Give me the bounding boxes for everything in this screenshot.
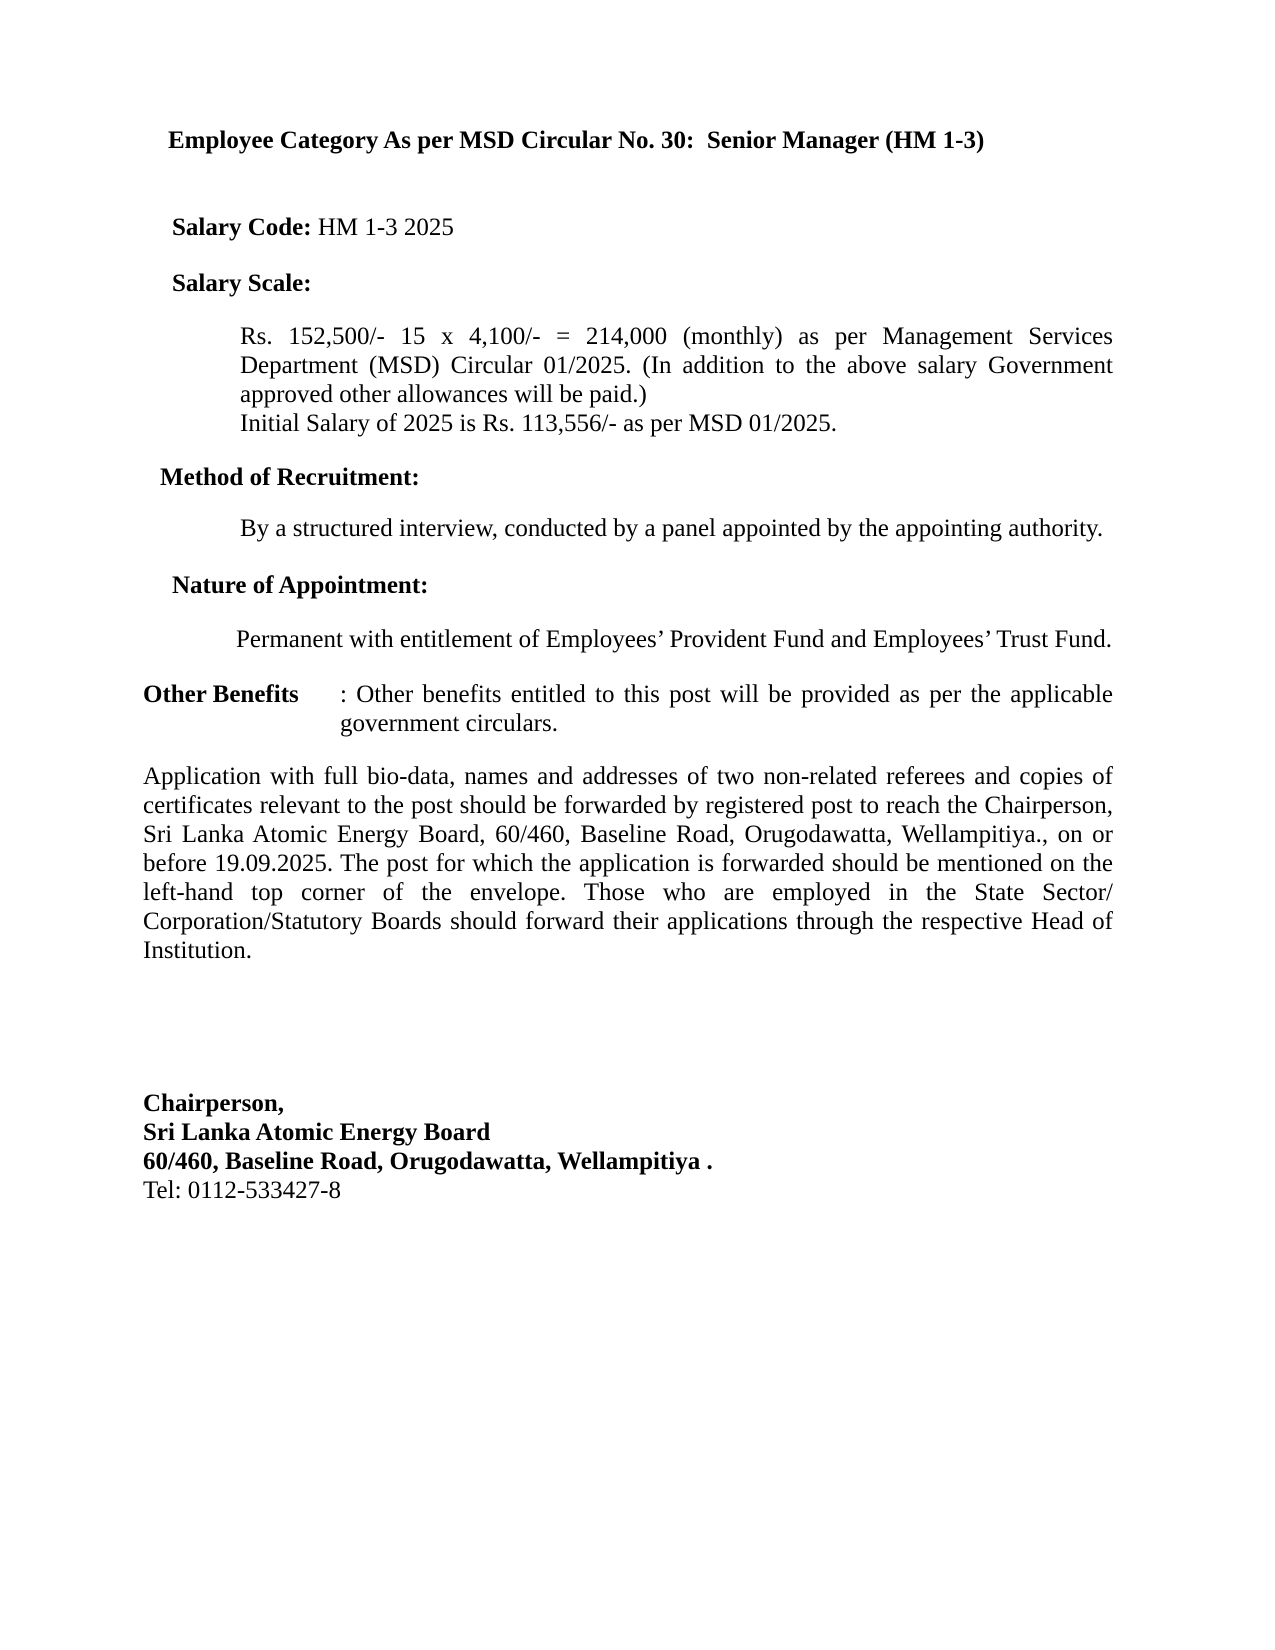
- salary-code-label: Salary Code:: [172, 214, 312, 241]
- other-benefits-label: Other Benefits: [143, 681, 299, 708]
- contact-block: [143, 1089, 1113, 1205]
- contact-telephone: Tel: 0112-533427-8: [143, 1177, 341, 1204]
- employee-category-title: Employee Category As per MSD Circular No. 30: Senior Manager (HM 1-3): [168, 127, 985, 154]
- other-benefits-text: [340, 680, 1113, 738]
- other-benefits-separator: :: [340, 681, 347, 708]
- initial-salary-line: Initial Salary of 2025 is Rs. 113,556/- as per MSD 01/2025.: [240, 410, 837, 437]
- method-of-recruitment-text: By a structured interview, conducted by a panel appointed by the appointing authority.: [240, 515, 1104, 542]
- other-benefits-row: [143, 680, 1113, 738]
- application-instructions-paragraph: Application with full bio-data, names and addresses of two non-related referees and copies of certificates relevant to the post should be forwarded by registered post to reach the Chairperson, Sri Lanka Atomic Energy Board, 60/460, Baseline Road, Orugodawatta, Wellampitiya., on or before 19.09.2025. The post for which the application is forwarded should be mentioned on the left-hand top corner of the envelope. Those who are employed in the State Sector/ Corporation/Statutory Boards should forward their applications through the respective Head of Institution.: [143, 763, 1113, 964]
- nature-of-appointment-text: Permanent with entitlement of Employees’ Provident Fund and Employees’ Trust Fund.: [236, 626, 1113, 653]
- contact-addressee: Chairperson,: [143, 1090, 284, 1117]
- salary-code-value: HM 1-3 2025: [317, 214, 454, 241]
- salary-scale-paragraph: Rs. 152,500/- 15 x 4,100/- = 214,000 (monthly) as per Management Services Department (MSD) Circular 01/2025. (In addition to the above salary Government approved other allowances will be paid.): [240, 323, 1113, 408]
- salary-scale-heading: Salary Scale:: [172, 270, 312, 297]
- nature-of-appointment-heading: Nature of Appointment:: [172, 572, 429, 599]
- salary-scale-body: [143, 322, 1113, 438]
- method-of-recruitment-heading: Method of Recruitment:: [160, 464, 420, 491]
- salary-code-row: [143, 213, 1113, 242]
- contact-address: 60/460, Baseline Road, Orugodawatta, Wellampitiya .: [143, 1148, 713, 1175]
- contact-organization: Sri Lanka Atomic Energy Board: [143, 1119, 491, 1146]
- other-benefits-description: Other benefits entitled to this post will be provided as per the applicable government circulars.: [340, 681, 1113, 737]
